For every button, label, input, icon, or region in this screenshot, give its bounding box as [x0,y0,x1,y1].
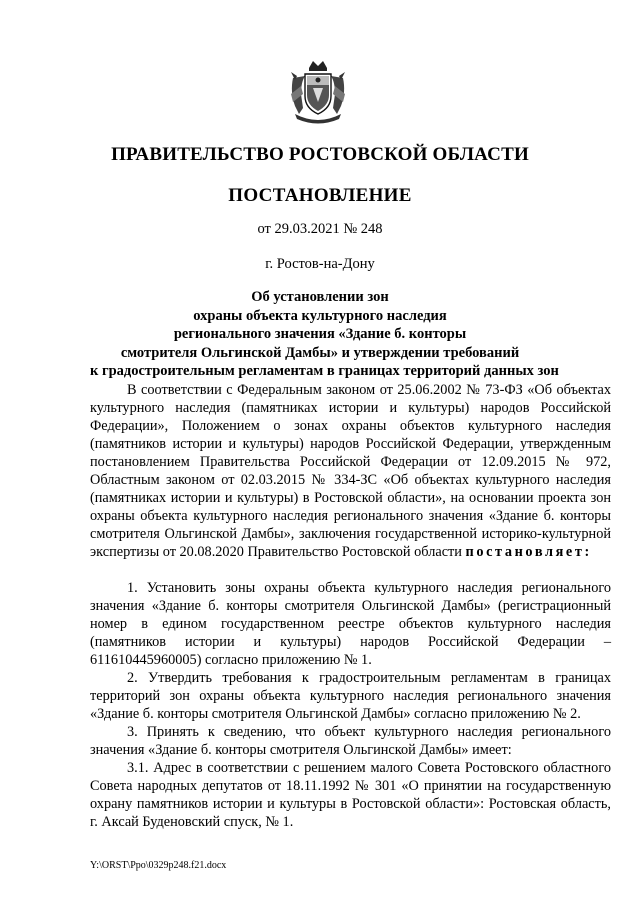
preamble-paragraph [90,381,611,561]
document-type-heading: ПОСТАНОВЛЕНИЕ [228,185,412,206]
title-line: Об установлении зон [251,289,389,305]
decree-word: постановляет: [465,544,592,560]
resolution-title [90,288,559,381]
document-body [90,381,611,831]
item-paragraph: 3. Принять к сведению, что объект культурного наследия регионального значения «Здание б. конторы смотрителя Ольгинской Дамбы» имеет: [90,724,611,758]
preamble-text: В соответствии с Федеральным законом от 25.06.2002 № 73-ФЗ «Об объектах культурного наследия (памятниках истории и культуры) народов Российской Федерации», Положением о зонах охраны объектов культурного наследия (памятников истории и культуры) народов Российской Федерации, утвержденным постановлением Правительства Российской Федерации от 12.09.2015 № 972, Областным законом от 02.03.2015 № 334-ЗС «Об объектах культурного наследия (памятниках истории и культуры) в Ростовской области», на основании проекта зон охраны объекта культурного наследия регионального значения «Здание б. конторы смотрителя Ольгинской Дамбы», заключения государственной историко-культурной экспертизы от 20.08.2020 Правительство Ростовской области [90,382,611,560]
title-line: регионального значения «Здание б. конторы [173,326,467,342]
title-line: к градостроительным регламентам в границах территорий данных зон [90,363,559,379]
title-line: охраны объекта культурного наследия [193,307,447,324]
organization-heading: ПРАВИТЕЛЬСТВО РОСТОВСКОЙ ОБЛАСТИ [111,144,529,165]
city: г. Ростов-на-Дону [265,256,375,272]
item-paragraph: 3.1. Адрес в соответствии с решением малого Совета Ростовского областного Совета народных депутатов от 18.11.1992 № 301 «О принятии на государственную охрану памятников истории и культуры в Ростовской области»: Ростовская область, г. Аксай Буденовский спуск, № 1. [90,760,611,830]
file-path-footer: Y:\ORST\Ppo\0329p248.f21.docx [90,860,227,871]
date-number: от 29.03.2021 № 248 [257,221,383,237]
title-line: смотрителя Ольгинской Дамбы» и утверждении требований [120,344,520,361]
coat-of-arms-icon [287,58,349,126]
item-paragraph: 1. Установить зоны охраны объекта культурного наследия регионального значения «Здание б. конторы смотрителя Ольгинской Дамбы» (регистрационный номер в едином государственном реестре объектов культурного наследия (памятников истории и культуры) народов Российской Федерации – 611610445960005) согласно приложению № 1. [90,580,611,668]
item-paragraph: 2. Утвердить требования к градостроительным регламентам в границах территорий зон охраны объекта культурного наследия регионального значения «Здание б. конторы смотрителя Ольгинской Дамбы» согласно приложению № 2. [90,670,611,722]
